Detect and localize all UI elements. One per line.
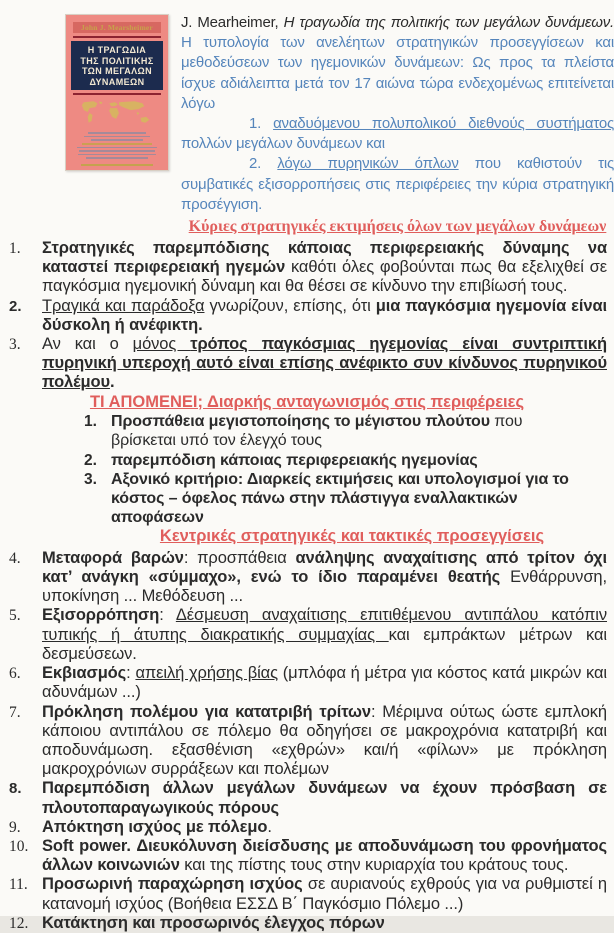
text-segment: Προσπάθεια μεγιστοποίησης το μέγιστου πλούτου xyxy=(111,413,490,431)
text-segment: . xyxy=(267,817,272,836)
fine-print-line xyxy=(91,139,143,141)
book-title-line: ΤΗΣ ΠΟΛΙΤΙΚΗΣ xyxy=(80,55,154,66)
text-segment: Δέσμευση αναχαίτισης επιτιθέμενου αντιπάλου κατόπιν τυπικής ή άτυπης διακρατικής συμμαχίας xyxy=(42,606,608,644)
list-item xyxy=(0,779,614,817)
intro-column xyxy=(181,10,614,237)
book-cover xyxy=(65,14,169,171)
text-segment: και εμπράκτων μέτρων και δεσμεύσεων. xyxy=(42,625,607,663)
item-number: 11. xyxy=(9,876,28,894)
text-segment: J. Mearheimer, xyxy=(181,14,284,31)
cover-fine-print xyxy=(66,130,168,166)
book-title-line: Η ΤΡΑΓΩΔΙΑ xyxy=(87,45,147,55)
text-segment: μια παγκόσμια ηγεμονία είναι δύσκολη ή ανέφικτη. xyxy=(42,296,607,334)
sub-item-number: 3. xyxy=(84,470,97,488)
cover-rule-top xyxy=(73,36,161,38)
text-segment: Αξονικό κριτήριο: Διαρκείς εκτιμήσεις και υπολογισμοί για το κόστος – όφελος πάνω στην πλάστιγγα εναλλακτικών αποφάσεων xyxy=(111,470,569,527)
text-segment: ανάληψης αναχαίτισης από τρίτον όχι κατ’ ανάγκη «σύμμαχο», ενώ το ίδιο παραμένει θεατής xyxy=(42,548,607,587)
text-segment: μόνος xyxy=(132,335,191,354)
text-segment: : προσπάθεια xyxy=(183,548,296,567)
sub-list-item xyxy=(0,470,614,528)
text-segment: 1. xyxy=(249,115,274,133)
text-segment: 2. xyxy=(249,155,278,173)
fine-print-line xyxy=(78,154,156,156)
text-segment: πολλών μεγάλων δυνάμεων και xyxy=(181,135,385,153)
text-segment: και της πίστης τους στην κυριαρχία του κράτους τους. xyxy=(179,856,569,875)
item-number: 9. xyxy=(9,818,21,836)
item-number: 12. xyxy=(9,914,29,932)
fine-print-line xyxy=(84,136,150,138)
text-segment: Η τυπολογία των ανελέητων στρατηγικών προσεγγίσεων και μεθοδεύσεων των ηγεμονικών δυνάμεων: Ως προς τα πλείστα ίσχυε αδιάλειπτα μετά τον 17 αιώνα τώρα ενδεχομένως επιτείνεται λόγω xyxy=(181,34,614,112)
book-title-line: ΤΩΝ ΜΕΓΑΛΩΝ xyxy=(81,66,153,76)
sub-item-number: 1. xyxy=(84,413,97,431)
item-content xyxy=(42,703,607,780)
heading-what-remains xyxy=(0,393,614,413)
sub-item-content xyxy=(111,470,571,528)
fine-print-line xyxy=(86,157,148,159)
list-item xyxy=(0,664,614,702)
intro-paragraph xyxy=(181,13,614,114)
sub-list xyxy=(0,412,614,527)
heading-central-strategies xyxy=(0,527,614,547)
item-content xyxy=(42,335,607,393)
text-segment: Εκβιασμός xyxy=(42,664,127,683)
item-number: 3. xyxy=(9,336,21,354)
text-segment: Απόκτηση ισχύος με πόλεμο xyxy=(42,817,268,836)
text-segment: Η τραγωδία της πολιτικής των μεγάλων δυνάμεων. xyxy=(283,14,614,31)
book-author: John J. Mearsheimer xyxy=(73,22,161,33)
list-item xyxy=(0,606,614,664)
sub-item-content xyxy=(111,412,571,450)
text-segment: γνωρίζουν, επίσης, ότι xyxy=(204,296,376,315)
item-content xyxy=(42,664,607,702)
text-segment: Εξισορρόπηση xyxy=(42,606,160,625)
sub-item-number: 2. xyxy=(84,451,97,469)
item-content xyxy=(42,297,607,335)
sub-item-content xyxy=(111,451,571,470)
list-item xyxy=(0,549,614,607)
item-number: 4. xyxy=(9,549,21,567)
text-segment: Παρεμπόδιση άλλων μεγάλων δυνάμεων να έχουν πρόσβαση σε πλουτοπαραγωγικούς πόρους xyxy=(42,779,607,817)
item-number: 2. xyxy=(9,297,22,315)
text-segment: Ενθάρρυνση, υποκίνηση ... Μεθόδευση ... xyxy=(42,568,607,606)
item-number: 6. xyxy=(9,665,21,683)
text-segment: : xyxy=(126,664,136,683)
item-number: 1. xyxy=(9,240,21,258)
text-segment: Προσωρινή παραχώρηση ισχύος xyxy=(42,875,303,894)
text-segment: καθότι όλες φοβούνται πως θα εξελιχθεί σε παγκόσμια ηγεμονική δύναμη και θα θέσει σε κίνδυνο την επιβίωσή τους. xyxy=(42,258,607,296)
text-segment: Στρατηγικές παρεμπόδισης κάποιας περιφερειακής δύναμης να καταστεί περιφερειακή ηγεμών xyxy=(42,239,607,277)
list-item xyxy=(0,818,614,837)
text-segment: : xyxy=(159,606,176,625)
main-list-4-12 xyxy=(0,549,614,933)
fine-print-line xyxy=(88,132,146,134)
item-content xyxy=(42,549,607,607)
cover-footer-line xyxy=(81,164,153,167)
fine-print-line xyxy=(77,147,157,149)
intro-point-1 xyxy=(181,114,614,154)
heading-central-strategies-text: Κεντρικές στρατηγικές και τακτικές προσεγγίσεις xyxy=(159,527,545,546)
fine-print-line xyxy=(79,150,155,152)
heading-what-remains-text: ΤΙ ΑΠΟΜΕΝΕΙ; Διαρκής ανταγωνισμός στις περιφέρειες xyxy=(89,392,525,411)
intro-point-2 xyxy=(181,154,614,215)
cover-rule-bottom xyxy=(73,93,161,95)
list-item xyxy=(0,703,614,780)
text-segment: : Μέριμνα ούτως ώστε εμπλοκή κάποιου αντιπάλου σε πόλεμο θα οδηγήσει σε μακροχρόνια κατατριβή και αποδυνάμωση. εξασθένιση «εχθρών» και/ή «φίλων» με πρόκληση μακροχρόνιων συρράξεων και πολέμων xyxy=(42,702,607,779)
text-segment: . xyxy=(109,373,115,392)
text-segment: λόγω πυρηνικών όπλων xyxy=(277,155,459,173)
main-list-1-3 xyxy=(0,239,614,393)
text-segment: Κατάκτηση και προσωρινός έλεγχος πόρων xyxy=(42,913,385,932)
world-map-image xyxy=(74,100,160,126)
text-segment: που βρίσκεται υπό τον έλεγχό τους xyxy=(111,413,523,450)
text-segment: παρεμπόδιση κάποιας περιφερειακής ηγεμονίας xyxy=(111,451,478,469)
heading-key-assessments: Κύριες στρατηγικές εκτιμήσεις όλων των μεγάλων δυνάμεων xyxy=(188,218,607,236)
list-item xyxy=(0,335,614,393)
list-item xyxy=(0,837,614,875)
item-content xyxy=(42,779,607,817)
book-title-line: ΔΥΝΑΜΕΩΝ xyxy=(89,76,145,87)
item-number: 5. xyxy=(9,607,21,625)
item-number: 10. xyxy=(9,837,29,855)
top-section xyxy=(0,10,614,237)
item-content xyxy=(42,875,607,913)
item-number: 8. xyxy=(9,780,22,798)
list-item xyxy=(0,297,614,335)
book-title-block xyxy=(71,41,163,90)
item-number: 7. xyxy=(9,703,21,721)
list-item xyxy=(0,875,614,913)
item-content xyxy=(42,837,607,875)
item-content xyxy=(42,914,607,933)
list-item xyxy=(0,239,614,297)
text-segment: Μεταφορά βαρών xyxy=(42,548,184,567)
item-content xyxy=(42,606,607,664)
text-segment: Τραγικά και παράδοξα xyxy=(42,296,205,315)
sub-list-item xyxy=(0,412,614,450)
text-segment: που καθιστούν τις συμβατικές εξισορροπήσεις στις περιφέρειες την κύρια στρατηγική προσέγγιση. xyxy=(181,155,614,213)
text-segment: τρόπος παγκόσμιας ηγεμονίας είναι συντριπτική πυρηνική υπεροχή αυτό είναι επίσης ανέφικτο συν κίνδυνος πυρηνικού πολέμου xyxy=(42,335,607,392)
text-segment: Soft power. Διευκόλυνση διείσδυσης με αποδυνάμωση του φρονήματος άλλων κοινωνιών xyxy=(42,836,607,875)
list-item xyxy=(0,914,614,933)
item-content xyxy=(42,239,607,297)
sub-list-item xyxy=(0,451,614,470)
text-segment: αναδυόμενου πολυπολικού διεθνούς συστήματος xyxy=(273,115,614,133)
text-segment: απειλή χρήσης βίας xyxy=(135,664,278,683)
text-segment: Αν και ο xyxy=(42,335,133,354)
text-segment: σε αυριανούς εχθρούς για να ρυθμιστεί η κατανομή ισχύος (Βοήθεια ΕΣΣΔ Β΄ Παγκόσμιο Πόλεμο ...) xyxy=(42,875,607,913)
text-segment: (μπλόφα ή μέτρα για κόστος κατά μικρών και αδυνάμων ...) xyxy=(42,664,607,702)
text-segment: Πρόκληση πολέμου για κατατριβή τρίτων xyxy=(42,702,371,721)
item-content xyxy=(42,818,607,837)
fine-print-divider xyxy=(82,143,152,145)
